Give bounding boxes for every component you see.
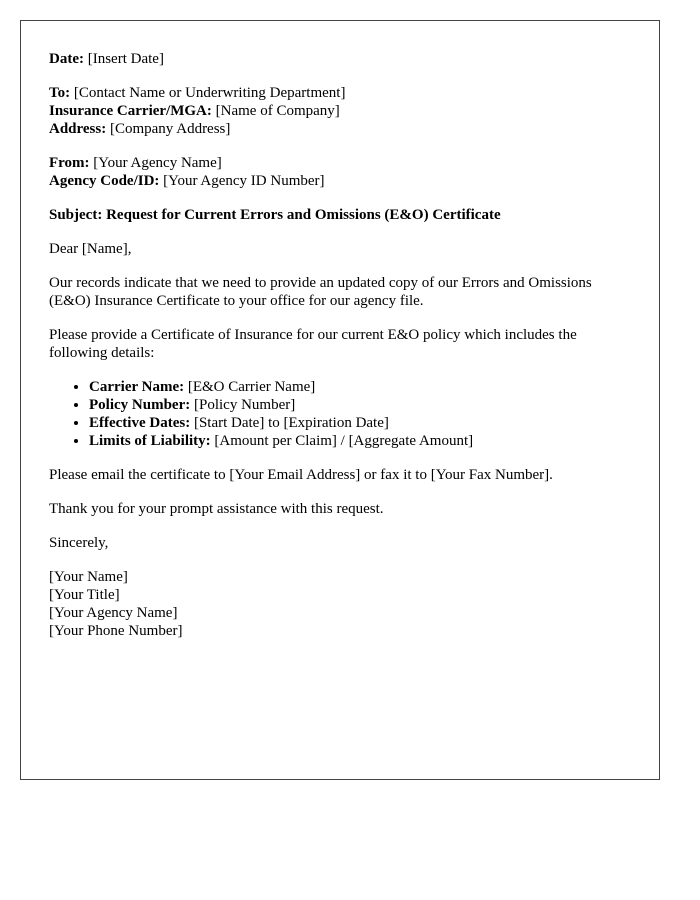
signature-phone: [Your Phone Number]	[49, 623, 183, 639]
detail-label: Policy Number:	[89, 397, 191, 413]
detail-label: Effective Dates:	[89, 415, 191, 431]
address-value: [Company Address]	[109, 121, 231, 137]
body-paragraph-4: Thank you for your prompt assistance with this request.	[49, 501, 384, 517]
detail-value: [E&O Carrier Name]	[187, 379, 316, 395]
body-paragraph-3: Please email the certificate to [Your Email Address] or fax it to [Your Fax Number].	[49, 467, 553, 483]
agency-code-label: Agency Code/ID:	[49, 173, 160, 189]
address-label: Address:	[49, 121, 107, 137]
detail-value: [Amount per Claim] / [Aggregate Amount]	[214, 433, 474, 449]
carrier-value: [Name of Company]	[215, 103, 340, 119]
date-label: Date:	[49, 51, 84, 67]
from-value: [Your Agency Name]	[93, 155, 222, 171]
salutation: Dear [Name],	[49, 241, 132, 257]
sender-block	[49, 154, 631, 190]
list-item	[89, 414, 631, 432]
from-line	[49, 154, 631, 172]
date-line	[49, 50, 631, 68]
address-line	[49, 120, 631, 138]
details-list	[49, 378, 631, 450]
list-item	[89, 378, 631, 396]
detail-label: Limits of Liability:	[89, 433, 211, 449]
recipient-block	[49, 84, 631, 138]
carrier-label: Insurance Carrier/MGA:	[49, 103, 212, 119]
detail-value: [Policy Number]	[193, 397, 296, 413]
agency-code-line	[49, 172, 631, 190]
letter-document	[20, 20, 660, 780]
agency-code-value: [Your Agency ID Number]	[163, 173, 325, 189]
to-value: [Contact Name or Underwriting Department]	[73, 85, 346, 101]
body-paragraph-2: Please provide a Certificate of Insurance for our current E&O policy which includes the following details:	[49, 327, 577, 361]
detail-value: [Start Date] to [Expiration Date]	[193, 415, 389, 431]
closing: Sincerely,	[49, 535, 109, 551]
signature-agency: [Your Agency Name]	[49, 605, 178, 621]
body-paragraph-1: Our records indicate that we need to provide an updated copy of our Errors and Omissions (E&O) Insurance Certificate to your office for our agency file.	[49, 275, 592, 309]
detail-label: Carrier Name:	[89, 379, 185, 395]
date-value: [Insert Date]	[87, 51, 164, 67]
subject-line: Subject: Request for Current Errors and Omissions (E&O) Certificate	[49, 207, 501, 223]
carrier-line	[49, 102, 631, 120]
signature-block	[49, 568, 631, 640]
to-line	[49, 84, 631, 102]
from-label: From:	[49, 155, 90, 171]
signature-title: [Your Title]	[49, 587, 120, 603]
list-item	[89, 396, 631, 414]
to-label: To:	[49, 85, 71, 101]
signature-name: [Your Name]	[49, 569, 128, 585]
list-item	[89, 432, 631, 450]
